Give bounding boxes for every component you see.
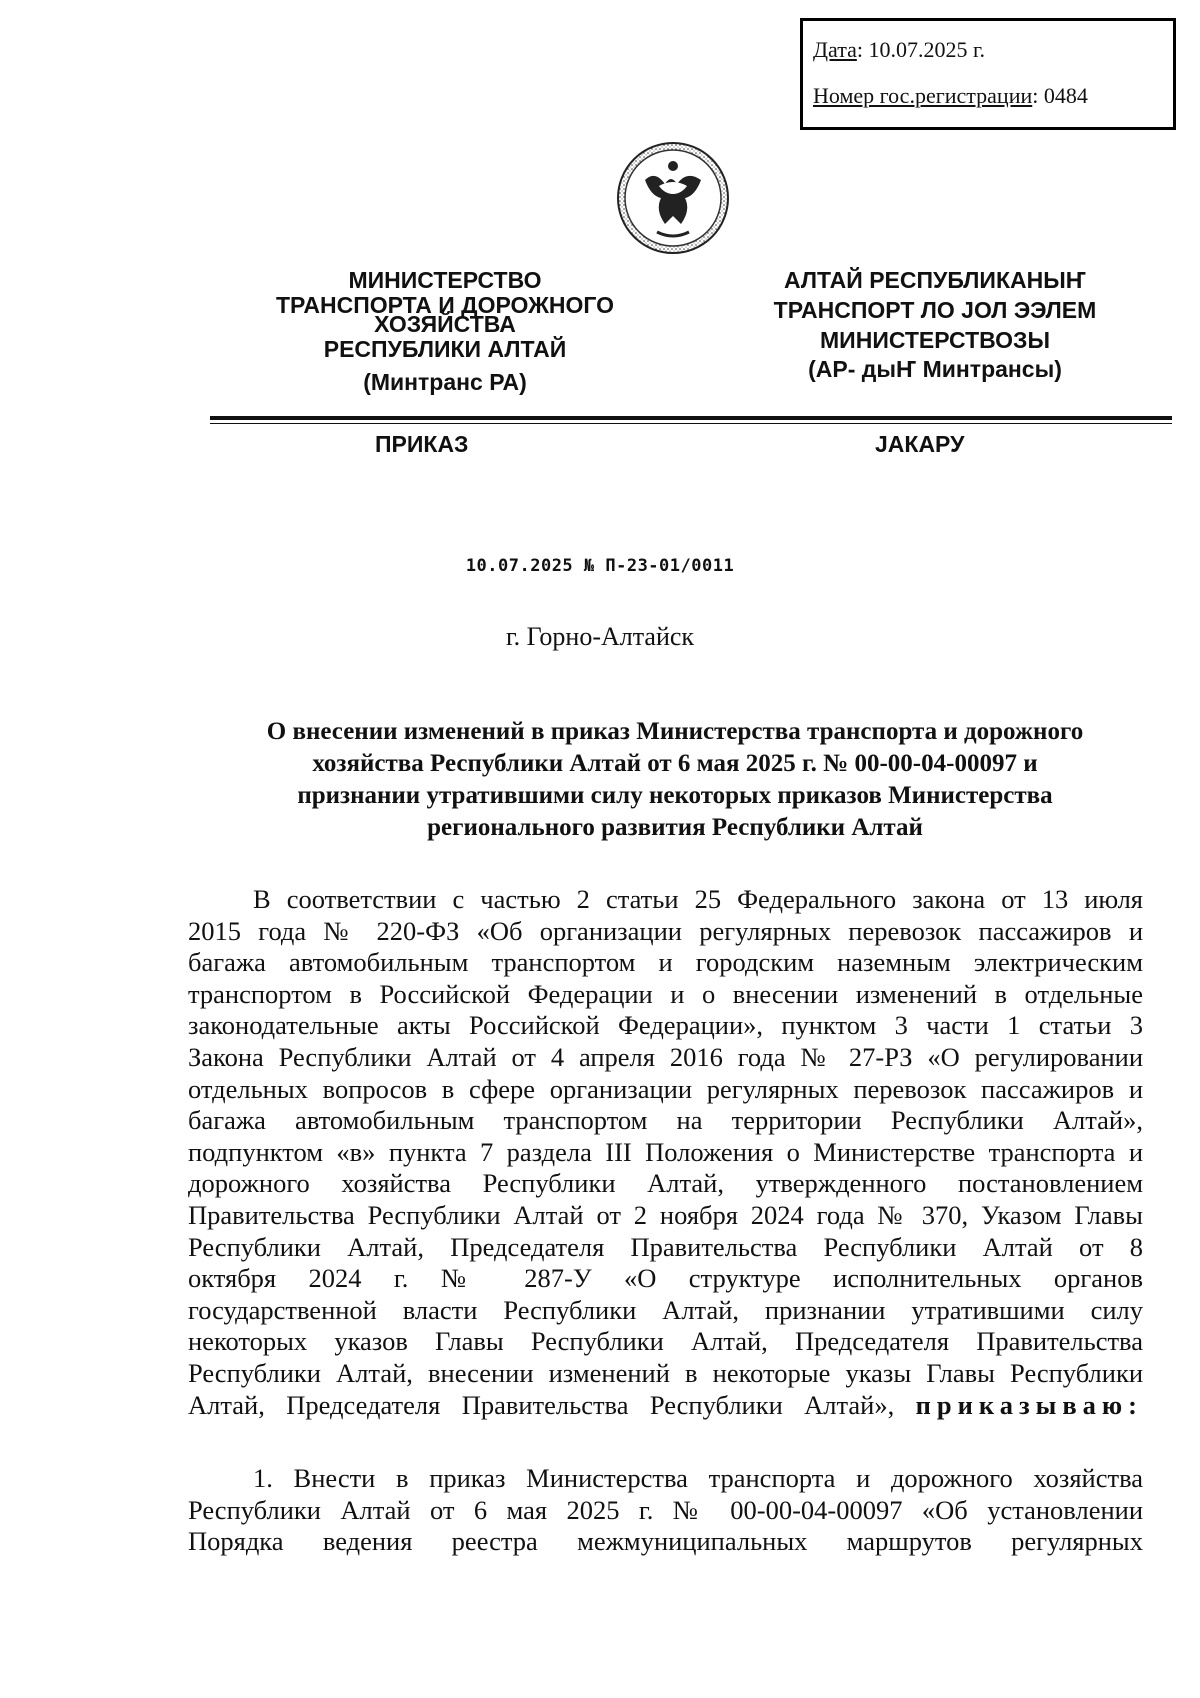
- order-verb: приказываю:: [915, 1389, 1144, 1420]
- body-line: Правительства Республики Алтай от 2 ноября 2024 года № 370, Указом Главы: [188, 1199, 1143, 1230]
- coat-of-arms-emblem: [615, 140, 731, 256]
- body-line: Порядка ведения реестра межмуниципальных маршрутов регулярных: [188, 1526, 1143, 1557]
- body-line-final: [188, 1390, 1143, 1422]
- body-line: В соответствии с частью 2 статьи 25 Федерального закона от 13 июля: [253, 884, 1143, 914]
- registration-date-value: : 10.07.2025 г.: [856, 37, 986, 62]
- title-line: регионального развития Республики Алтай: [427, 814, 923, 841]
- body-line: подпунктом «в» пункта 7 раздела III Положения о Министерстве транспорта и: [188, 1136, 1143, 1167]
- header-right-line: МИНИСТЕРСТВОЗЫ: [820, 327, 1050, 353]
- city: г. Горно-Алтайск: [505, 622, 695, 651]
- header-right-line: АЛТАЙ РЕСПУБЛИКАНЫҤ: [784, 267, 1086, 293]
- header-divider-thin: [210, 423, 1172, 424]
- header-left-line: РЕСПУБЛИКИ АЛТАЙ: [323, 336, 567, 362]
- ministry-name-russian: [255, 268, 635, 395]
- header-left-line: (Минтранс РА): [363, 369, 527, 395]
- body-line: некоторых указов Главы Республики Алтай, Председателя Правительства: [188, 1326, 1143, 1357]
- header-left-line: ХОЗЯЙСТВА: [374, 311, 516, 337]
- document-title: [195, 716, 1155, 844]
- document-type-altai: JАКАРУ: [875, 431, 965, 457]
- preamble-paragraph: [188, 884, 1143, 1421]
- registration-number-label: Номер гос.регистрации: [813, 83, 1033, 108]
- body-line: багажа автомобильным транспортом и городским наземным электрическим: [188, 947, 1143, 978]
- body-line: Республики Алтай, внесении изменений в некоторые указы Главы Республики: [188, 1357, 1143, 1388]
- body-line: отдельных вопросов в сфере организации регулярных перевозок пассажиров и: [188, 1073, 1143, 1104]
- body-line: дорожного хозяйства Республики Алтай, утвержденного постановлением: [188, 1168, 1143, 1199]
- body-line: государственной власти Республики Алтай, признании утратившими силу: [188, 1294, 1143, 1325]
- body-line: транспортом в Российской Федерации и о внесении изменений в отдельные: [188, 978, 1143, 1009]
- header-divider: [210, 416, 1172, 420]
- registration-number: [813, 83, 1088, 109]
- body-line: законодательные акты Российской Федерации», пунктом 3 части 1 статьи 3: [188, 1010, 1143, 1041]
- registration-number-value: : 0484: [1032, 83, 1088, 108]
- registration-date: [813, 37, 985, 63]
- body-line: октября 2024 г. № 287-У «О структуре исполнительных органов: [188, 1263, 1143, 1294]
- header-left-line: ТРАНСПОРТА И ДОРОЖНОГО: [276, 292, 614, 318]
- header-right-line: ТРАНСПОРТ ЛО JОЛ ЭЭЛЕМ: [773, 297, 1097, 323]
- item-1-paragraph: [188, 1463, 1143, 1558]
- body-line: 2015 года № 220-ФЗ «Об организации регулярных перевозок пассажиров и: [188, 915, 1143, 946]
- body-line: Закона Республики Алтай от 4 апреля 2016 года № 27-РЗ «О регулировании: [188, 1041, 1143, 1072]
- registration-box: [800, 18, 1176, 130]
- document-type-russian: ПРИКАЗ: [375, 431, 469, 457]
- body-line-text: Алтай, Председателя Правительства Республики Алтай»,: [188, 1389, 895, 1420]
- body-line: Республики Алтай, Председателя Правительства Республики Алтай от 8: [188, 1231, 1143, 1262]
- registration-date-label: Дата: [813, 37, 857, 62]
- header-right-line: (АР- дыҤ Минтрансы): [808, 356, 1062, 382]
- ministry-name-altai: [740, 268, 1130, 382]
- header-left-line: МИНИСТЕРСТВО: [348, 267, 542, 293]
- order-number: 10.07.2025 № П-23-01/0011: [465, 556, 735, 576]
- title-line: хозяйства Республики Алтай от 6 мая 2025 г. № 00-00-04-00097 и: [312, 750, 1038, 777]
- body-line: багажа автомобильным транспортом на территории Республики Алтай»,: [188, 1105, 1143, 1136]
- body-line: Республики Алтай от 6 мая 2025 г. № 00-00-04-00097 «Об установлении: [188, 1494, 1143, 1525]
- body-line: 1. Внести в приказ Министерства транспорта и дорожного хозяйства: [253, 1463, 1143, 1493]
- title-line: признании утратившими силу некоторых приказов Министерства: [297, 782, 1053, 809]
- title-line: О внесении изменений в приказ Министерства транспорта и дорожного: [266, 718, 1084, 745]
